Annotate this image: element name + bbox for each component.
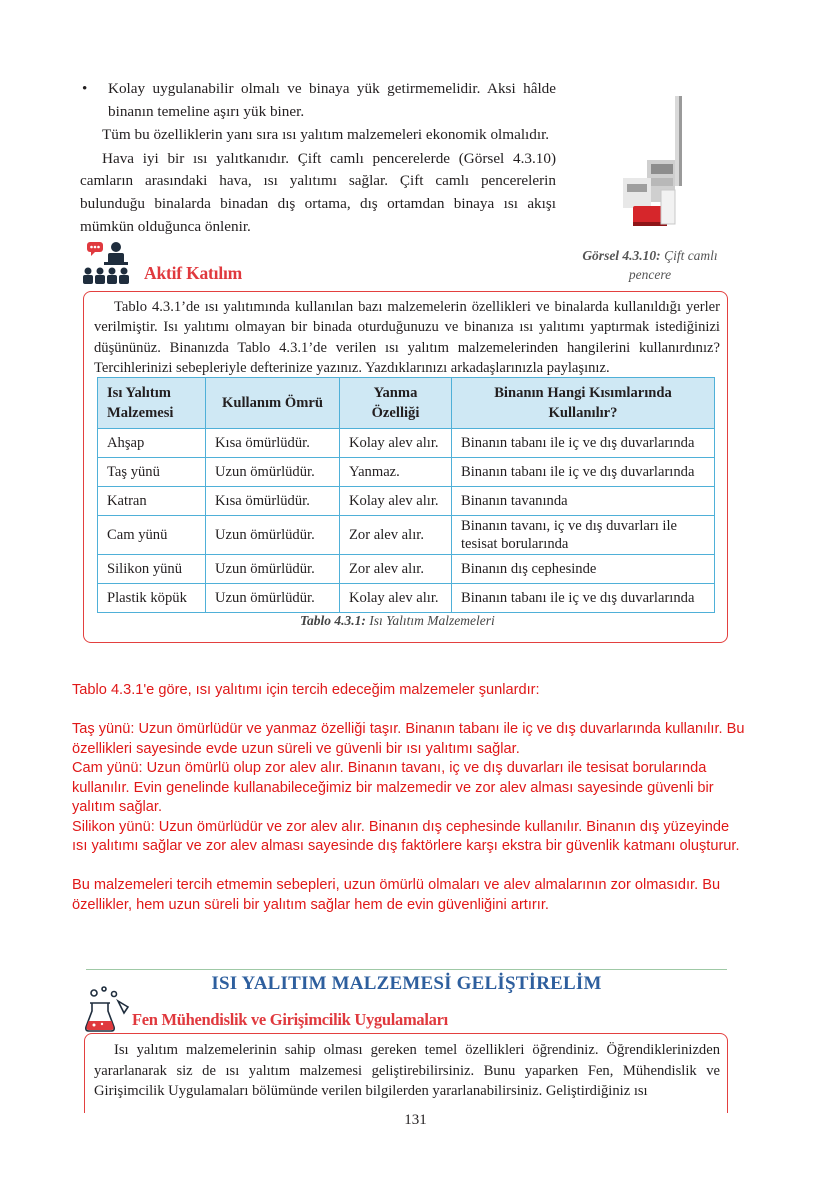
intro-paragraph-1: Tüm bu özelliklerin yanı sıra ısı yalıtım malzemeleri ekonomik olmalıdır. bbox=[102, 126, 550, 144]
group-participation-icon bbox=[82, 240, 134, 286]
table-cell: Kolay alev alır. bbox=[340, 584, 452, 613]
table-cell: Cam yünü bbox=[98, 516, 206, 555]
figure-caption-text: Çift camlı pencere bbox=[628, 248, 718, 282]
table-row bbox=[98, 458, 715, 487]
figure-caption bbox=[570, 246, 730, 284]
table-cell: Binanın dış cephesinde bbox=[452, 555, 715, 584]
table-cell: Zor alev alır. bbox=[340, 555, 452, 584]
table-cell: Uzun ömürlüdür. bbox=[206, 458, 340, 487]
table-cell: Binanın tabanı ile iç ve dış duvarlarında bbox=[452, 584, 715, 613]
section-title: ISI YALITIM MALZEMESİ GELİŞTİRELİM bbox=[211, 973, 602, 994]
page-number: 131 bbox=[404, 1112, 427, 1128]
table-caption-text: Isı Yalıtım Malzemeleri bbox=[369, 613, 495, 628]
answer-item-cam-yunu: Cam yünü: Uzun ömürlü olup zor alev alır. Binanın tavanı, iç ve dış duvarları ile tesisat borularında kullanılır. Evin genelinde kullanabileceğimiz bir malzemedir ve zor alev alması sayesinde güvenli bir yalıtım sağlar. bbox=[72, 760, 714, 815]
table-cell: Uzun ömürlüdür. bbox=[206, 516, 340, 555]
activity-text: Tablo 4.3.1’de ısı yalıtımında kullanılan bazı malzemelerin özellikleri ve binalarda kullanıldığı yerler verilmiştir. Isı yalıtımı olmayan bir binada oturduğunuzu ve binanıza ısı yalıtımı yaptırmak istediğinizi düşününüz. Binanızda Tablo 4.3.1’de verilen ısı yalıtım malzemelerinden hangilerini kullanırdınız? Tercihlerinizi sebepleriyle defterinize yazınız. Yazdıklarınızı arkadaşlarınızla paylaşınız. bbox=[94, 299, 720, 377]
answer-item-silikon-yunu: Silikon yünü: Uzun ömürlüdür ve zor alev alır. Binanın dış cephesinde kullanılır. Binanın dış yüzeyinde ısı yalıtımı sağlar ve zor alev alması sayesinde dış faktörlere karşı ekstra bir güvenlik katmanı oluşturur. bbox=[72, 818, 740, 854]
bullet-text: Kolay uygulanabilir olmalı ve binaya yük getirmemelidir. Aksi hâlde binanın temeline aşırı yük biner. bbox=[108, 80, 556, 120]
table-cell: Katran bbox=[98, 487, 206, 516]
activity-text-block bbox=[94, 297, 720, 379]
table-row bbox=[98, 516, 715, 555]
section2-text-block bbox=[94, 1040, 720, 1102]
table-caption-label: Tablo 4.3.1: bbox=[300, 613, 366, 628]
table-row bbox=[98, 487, 715, 516]
table-cell: Kolay alev alır. bbox=[340, 429, 452, 458]
table-cell: Yanmaz. bbox=[340, 458, 452, 487]
answer-item-tas-yunu: Taş yünü: Uzun ömürlüdür ve yanmaz özelliği taşır. Binanın tabanı ile iç ve dış duvarlarında kullanılır. Bu özellikleri sayesinde evde uzun süreli ve güvenli bir ısı yalıtımı sağlar. bbox=[72, 721, 745, 757]
bullet-symbol: • bbox=[82, 80, 88, 97]
table-cell: Binanın tavanı, iç ve dış duvarları ile tesisat borularında bbox=[452, 516, 715, 555]
intro-paragraph-2: Hava iyi bir ısı yalıtkanıdır. Çift camlı pencerelerde (Görsel 4.3.10) camların arasındaki hava, ısı yalıtımı sağlar. Çift camlı pencerelerin bulunduğu binalarda binadan dış ortama, dış ortamdan binaya ısı akışı mümkün olduğunca önlenir. bbox=[80, 149, 556, 235]
header-usage: Binanın Hangi Kısımlarında Kullanılır? bbox=[452, 378, 715, 429]
table-cell: Kolay alev alır. bbox=[340, 487, 452, 516]
table-cell: Binanın tabanı ile iç ve dış duvarlarında bbox=[452, 429, 715, 458]
insulation-table bbox=[97, 377, 715, 613]
table-row bbox=[98, 584, 715, 613]
lab-flask-icon bbox=[84, 985, 130, 1033]
section2-text: Isı yalıtım malzemelerinin sahip olması gereken temel özellikleri öğrendiniz. Öğrendiklerinizden yararlanarak siz de ısı yalıtım malzemesi geliştirebilirsiniz. Bunu yaparken Fen, Mühendislik ve Girişimcilik Uygulamaları bölümünde verilen bilgilerden yararlanabilirsiniz. Geliştirdiğiniz ısı bbox=[94, 1042, 720, 1100]
aktif-katilim-title: Aktif Katılım bbox=[144, 263, 243, 283]
table-cell: Kısa ömürlüdür. bbox=[206, 487, 340, 516]
table-cell: Ahşap bbox=[98, 429, 206, 458]
table-cell: Kısa ömürlüdür. bbox=[206, 429, 340, 458]
table-row bbox=[98, 429, 715, 458]
table-cell: Zor alev alır. bbox=[340, 516, 452, 555]
figure-label: Görsel 4.3.10: bbox=[582, 248, 661, 263]
bullet-item bbox=[80, 78, 556, 123]
table-cell: Silikon yünü bbox=[98, 555, 206, 584]
table-cell: Binanın tavanında bbox=[452, 487, 715, 516]
table-cell: Uzun ömürlüdür. bbox=[206, 555, 340, 584]
fen-subtitle: Fen Mühendislik ve Girişimcilik Uygulamaları bbox=[132, 1010, 448, 1029]
table-cell: Binanın tabanı ile iç ve dış duvarlarında bbox=[452, 458, 715, 487]
intro-text bbox=[80, 78, 556, 238]
header-material: Isı Yalıtım Malzemesi bbox=[98, 378, 206, 429]
answer-intro: Tablo 4.3.1'e göre, ısı yalıtımı için tercih edeceğim malzemeler şunlardır: bbox=[72, 682, 540, 698]
table-cell: Uzun ömürlüdür. bbox=[206, 584, 340, 613]
table-header-row bbox=[98, 378, 715, 429]
table-row bbox=[98, 555, 715, 584]
table-cell: Plastik köpük bbox=[98, 584, 206, 613]
double-glazed-window-image bbox=[575, 90, 725, 238]
table-cell: Taş yünü bbox=[98, 458, 206, 487]
answer-block bbox=[72, 681, 748, 915]
table-caption bbox=[300, 613, 495, 629]
header-burning: Yanma Özelliği bbox=[340, 378, 452, 429]
answer-conclusion: Bu malzemeleri tercih etmemin sebepleri, uzun ömürlü olmaları ve alev almalarının zor olmasıdır. Bu özellikler, hem uzun süreli bir yalıtım sağlar hem de evin güvenliğini artırır. bbox=[72, 877, 721, 913]
header-lifetime: Kullanım Ömrü bbox=[206, 378, 340, 429]
section-divider bbox=[86, 969, 727, 970]
